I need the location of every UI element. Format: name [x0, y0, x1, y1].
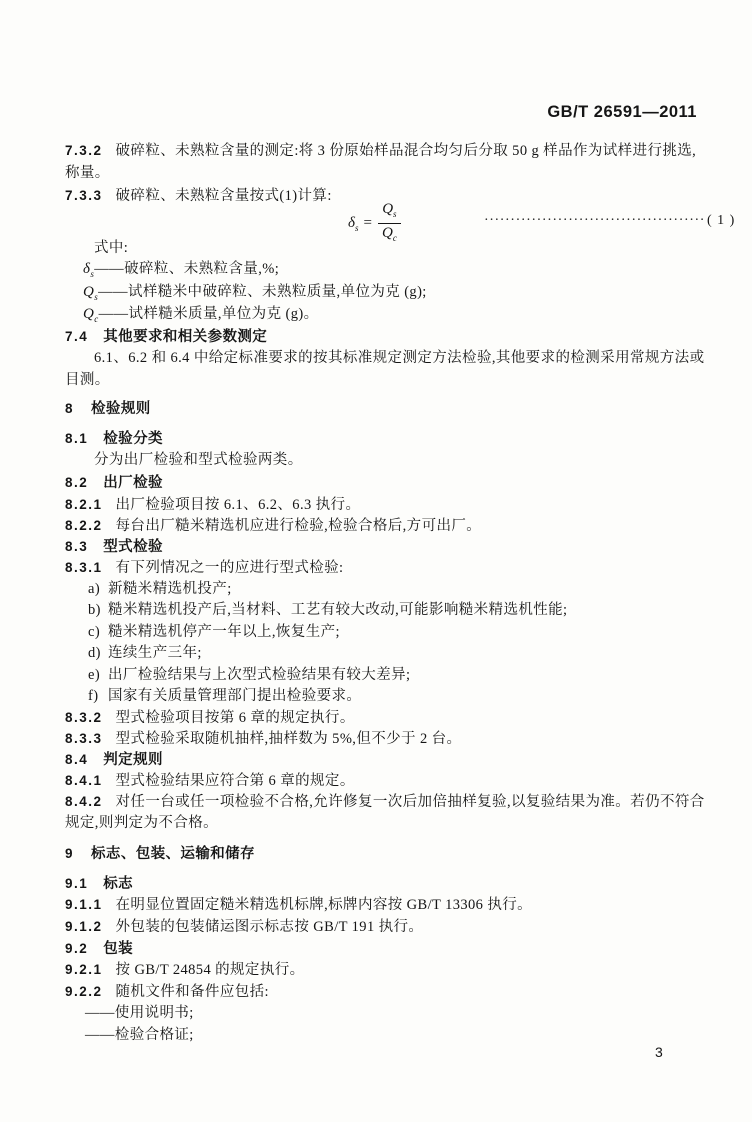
clause-9-2-2: 9.2.2 随机文件和备件应包括:	[65, 984, 269, 1000]
clause-text: 破碎粒、未熟粒含量的测定:将 3 份原始样品混合均匀后分取 50 g 样品作为试样进行挑选,	[115, 143, 697, 159]
clause-9-2-1: 9.2.1 按 GB/T 24854 的规定执行。	[65, 962, 305, 978]
clause-9-1-2: 9.1.2 外包装的包装储运图示标志按 GB/T 191 执行。	[65, 919, 424, 935]
heading-8: 8 检验规则	[65, 401, 151, 417]
symbol-text: 试样糙米中破碎粒、未熟粒质量,单位为克 (g);	[127, 284, 427, 300]
heading-8-3: 8.3 型式检验	[65, 539, 163, 555]
clause-8-3-3: 8.3.3 型式检验采取随机抽样,抽样数为 5%,但不少于 2 台。	[65, 731, 462, 747]
list-item-a: a) 新糙米精选机投产;	[88, 581, 232, 597]
formula-1	[348, 201, 401, 246]
heading-9-1: 9.1 标志	[65, 876, 134, 892]
page-number: 3	[655, 1044, 663, 1060]
clause-8-4-2: 8.4.2 对任一台或任一项检验不合格,允许修复一次后加倍抽样复验,以复验结果为准。若仍不符合	[65, 794, 705, 810]
list-item-c: c) 糙米精选机停产一年以上,恢复生产;	[88, 624, 340, 640]
document-code-header: GB/T 26591—2011	[547, 103, 697, 121]
clause-8-4-1: 8.4.1 型式检验结果应符合第 6 章的规定。	[65, 773, 355, 789]
clause-8-2-2: 8.2.2 每台出厂糙米精选机应进行检验,检验合格后,方可出厂。	[65, 518, 482, 534]
clause-number: 7.3.3	[65, 188, 103, 203]
symbol-dash: ——	[98, 306, 129, 322]
fraction	[378, 201, 401, 246]
symbol-text: 试样糙米质量,单位为克 (g)。	[128, 306, 319, 322]
where-label: 式中:	[94, 240, 129, 256]
heading-8-2: 8.2 出厂检验	[65, 475, 163, 491]
symbol-definition-q-s	[83, 284, 427, 306]
heading-9: 9 标志、包装、运输和储存	[65, 846, 255, 862]
symbol-dash: ——	[94, 261, 125, 277]
formula-lhs: $\delta_s$	[348, 214, 359, 233]
symbol-definition-delta-s	[83, 261, 279, 283]
clause-7-3-3	[65, 187, 332, 205]
symbol-dash: ——	[98, 284, 128, 300]
symbol-definition-q-c	[83, 306, 319, 328]
formula-number-label: ( 1 )	[707, 213, 736, 228]
dash-item-certificate: ——检验合格证;	[85, 1027, 194, 1043]
equals-sign: =	[363, 215, 372, 231]
list-item-d: d) 连续生产三年;	[88, 645, 202, 661]
paragraph-8-1: 分为出厂检验和型式检验两类。	[94, 452, 303, 468]
heading-8-1: 8.1 检验分类	[65, 431, 163, 447]
dotted-leader: ··········································	[484, 213, 706, 228]
heading-7-4: 7.4 其他要求和相关参数测定	[65, 329, 268, 345]
symbol-var: $Q_c$	[83, 306, 99, 324]
heading-8-4: 8.4 判定规则	[65, 752, 163, 768]
symbol-var: $\delta_s$	[83, 261, 95, 279]
heading-9-2: 9.2 包装	[65, 941, 134, 957]
clause-7-3-2-continuation: 称量。	[65, 165, 110, 181]
fraction-denominator: $Q_c$	[381, 225, 397, 243]
symbol-var: $Q_s$	[83, 284, 99, 302]
clause-text: 破碎粒、未熟粒含量按式(1)计算:	[115, 188, 332, 204]
paragraph-7-4-line1: 6.1、6.2 和 6.4 中给定标准要求的按其标准规定测定方法检验,其他要求的检测采用常规方法或	[94, 350, 705, 366]
clause-8-4-2-continuation: 规定,则判定为不合格。	[65, 815, 219, 831]
dash-item-manual: ——使用说明书;	[85, 1005, 194, 1021]
clause-9-1-1: 9.1.1 在明显位置固定糙米精选机标牌,标牌内容按 GB/T 13306 执行。	[65, 897, 533, 913]
clause-8-2-1: 8.2.1 出厂检验项目按 6.1、6.2、6.3 执行。	[65, 497, 361, 513]
list-item-e: e) 出厂检验结果与上次型式检验结果有较大差异;	[88, 667, 411, 683]
paragraph-7-4-line2: 目测。	[65, 372, 110, 388]
symbol-text: 破碎粒、未熟粒含量,%;	[124, 261, 280, 277]
clause-8-3-1: 8.3.1 有下列情况之一的应进行型式检验:	[65, 560, 344, 576]
clause-7-3-2	[65, 142, 696, 160]
formula-leader	[484, 212, 735, 229]
clause-number: 7.3.2	[65, 143, 103, 158]
fraction-numerator: $Q_s$	[378, 201, 400, 224]
list-item-b: b) 糙米精选机投产后,当材料、工艺有较大改动,可能影响糙米精选机性能;	[88, 602, 568, 618]
clause-8-3-2: 8.3.2 型式检验项目按第 6 章的规定执行。	[65, 710, 355, 726]
list-item-f: f) 国家有关质量管理部门提出检验要求。	[88, 688, 362, 704]
